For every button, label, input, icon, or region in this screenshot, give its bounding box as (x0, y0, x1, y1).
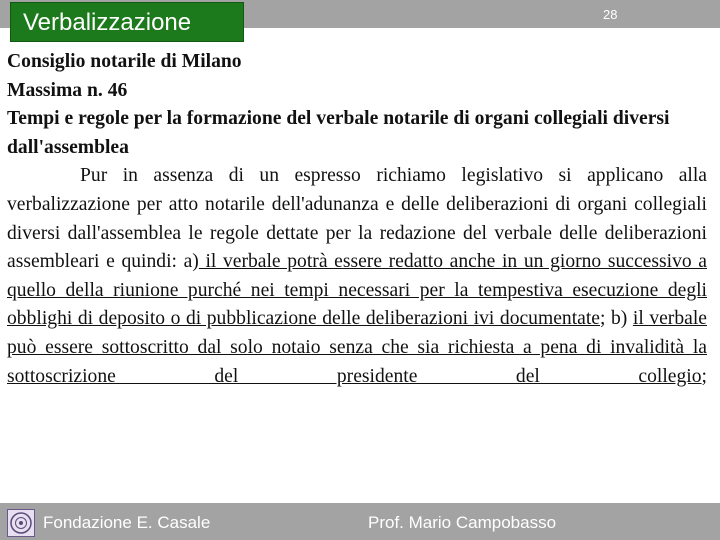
heading-line-1: Consiglio notarile di Milano (7, 51, 242, 72)
foundation-seal-icon (7, 509, 35, 537)
item-b-marker: b) (611, 308, 633, 330)
footer-organization: Fondazione E. Casale (43, 513, 211, 532)
title-box (10, 2, 244, 42)
footer-bar (0, 503, 720, 540)
item-a-text: il verbale potrà essere redatto anche in un giorno successivo a quello della riunione purché nei tempi necessari per la tempestiva esecuzione degli obblighi di deposito o di pubblicazione delle deliberazioni ivi documentate (7, 251, 707, 330)
heading-line-2: Massima n. 46 (7, 79, 128, 101)
item-separator: ; (600, 308, 611, 330)
massima-paragraph (7, 162, 707, 391)
paragraph-intro: Pur in assenza di un espresso richiamo legislativo si applicano alla verbalizzazione per atto notarile dell'adunanza e delle deliberazioni di organi collegiali diversi dall'assemblea le regole dettate per la redazione del verbale delle deliberazioni assembleari e quindi: (7, 165, 707, 273)
page-number: 28 (603, 7, 618, 22)
heading-line-3: Tempi e regole per la formazione del verbale notarile di organi collegiali diversi dall'assemblea (7, 108, 670, 158)
item-a-marker: a) (183, 251, 199, 273)
slide-title: Verbalizzazione (23, 9, 192, 36)
slide-body (7, 48, 707, 391)
paragraph-end: ; (701, 365, 707, 387)
footer-author: Prof. Mario Campobasso (368, 513, 557, 532)
item-b-text: il verbale può essere sottoscritto dal solo notaio senza che sia richiesta a pena di invalidità la sottoscrizione del presidente del collegio (7, 308, 707, 387)
